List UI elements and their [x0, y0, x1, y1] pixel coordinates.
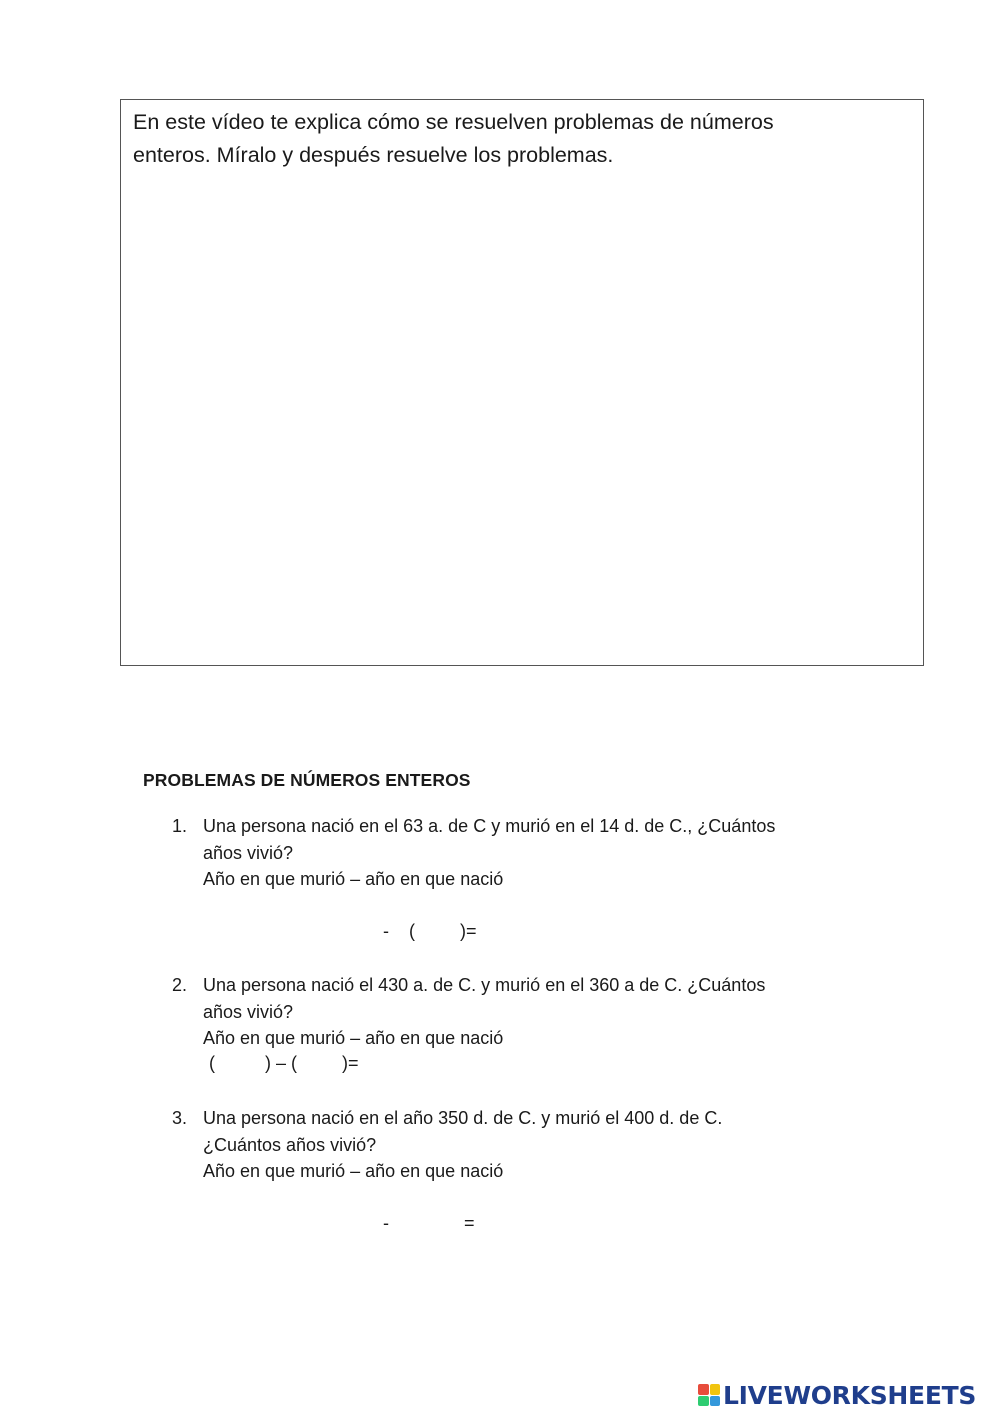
problem-statement-line-2: ¿Cuántos años vivió?	[203, 1135, 377, 1155]
logo-square-blue	[710, 1396, 721, 1407]
problem-statement-line-1: Una persona nació en el 63 a. de C y murió en el 14 d. de C., ¿Cuántos	[203, 816, 776, 836]
liveworksheets-logo[interactable]	[698, 1378, 976, 1412]
problem-hint: Año en que murió – año en que nació	[203, 1161, 504, 1181]
video-frame[interactable]	[120, 99, 924, 666]
problem-number: 1.	[172, 816, 188, 836]
logo-grid-icon	[698, 1384, 720, 1406]
problem-2-formula[interactable]: ( ) – ( )=	[209, 1053, 359, 1073]
logo-square-green	[698, 1396, 709, 1407]
problem-number: 2.	[172, 975, 188, 995]
problem-number: 3.	[172, 1108, 188, 1128]
video-intro-line-1: En este vídeo te explica cómo se resuelven problemas de números	[133, 110, 774, 134]
problem-statement-line-1: Una persona nació el 430 a. de C. y murió en el 360 a de C. ¿Cuántos	[203, 975, 766, 995]
video-intro-text	[133, 106, 893, 172]
problem-statement-line-1: Una persona nació en el año 350 d. de C. y murió el 400 d. de C.	[203, 1108, 723, 1128]
logo-square-red	[698, 1384, 709, 1395]
problem-hint: Año en que murió – año en que nació	[203, 1028, 504, 1048]
problem-statement-line-2: años vivió?	[203, 843, 294, 863]
video-intro-line-2: enteros. Míralo y después resuelve los problemas.	[133, 143, 614, 167]
logo-square-yellow	[710, 1384, 721, 1395]
problem-3-formula[interactable]: - =	[383, 1213, 475, 1233]
section-title: PROBLEMAS DE NÚMEROS ENTEROS	[143, 770, 471, 790]
problem-1-formula[interactable]: - ( )=	[383, 921, 477, 941]
problem-hint: Año en que murió – año en que nació	[203, 869, 504, 889]
problem-statement-line-2: años vivió?	[203, 1002, 294, 1022]
logo-text: LIVEWORKSHEETS	[723, 1380, 977, 1410]
